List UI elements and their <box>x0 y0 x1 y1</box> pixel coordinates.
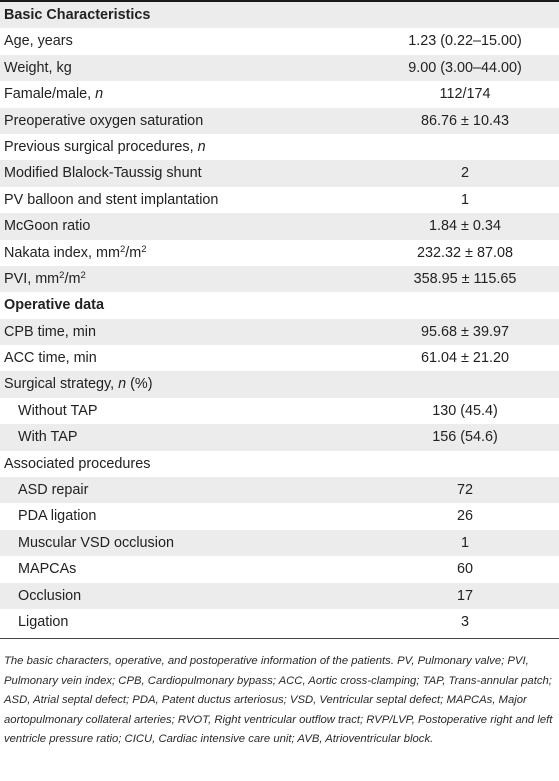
section-header-row <box>0 2 559 28</box>
row-label <box>18 583 81 609</box>
row-label <box>4 28 73 54</box>
row-label-text: Surgical strategy, <box>4 376 119 393</box>
row-label <box>4 371 153 397</box>
row-label-text: MAPCAs <box>18 561 77 578</box>
row-value: 3 <box>460 613 469 630</box>
row-label-text: Weight, kg <box>4 59 72 76</box>
table-row <box>0 424 559 450</box>
row-label-text: Associated procedures <box>4 455 151 472</box>
table-row <box>0 477 559 503</box>
row-value: 86.76 ± 10.43 <box>421 112 509 129</box>
row-label <box>18 609 68 635</box>
row-value: 112/174 <box>439 86 491 103</box>
row-value: 95.68 ± 39.97 <box>421 323 509 340</box>
row-value: 358.95 ± 115.65 <box>413 270 517 287</box>
row-label-text: Famale/male, <box>4 86 96 103</box>
row-label-text: PV balloon and stent implantation <box>4 191 219 208</box>
row-label-text: Muscular VSD occlusion <box>18 534 174 551</box>
row-value: 17 <box>456 587 473 604</box>
row-label <box>18 530 174 556</box>
table-row <box>0 266 559 292</box>
table-row <box>0 240 559 266</box>
row-label <box>18 424 77 450</box>
row-label <box>4 213 90 239</box>
row-label-text: CPB time, min <box>4 323 96 340</box>
row-label <box>4 266 86 292</box>
row-label <box>18 477 88 503</box>
row-label <box>4 134 206 160</box>
row-label-text: Without TAP <box>18 402 98 419</box>
unit-superscript: 2 <box>141 243 147 255</box>
row-label-text: Modified Blalock-Taussig shunt <box>4 165 202 182</box>
row-value: 61.04 ± 21.20 <box>421 350 509 367</box>
row-label-text: PVI, mm <box>4 270 60 287</box>
row-label-text: Occlusion <box>18 587 82 604</box>
row-label <box>4 319 96 345</box>
unit-superscript: 2 <box>59 269 65 281</box>
row-label-text: Preoperative oxygen saturation <box>4 112 204 129</box>
table-row <box>0 81 559 107</box>
row-label-text: Nakata index, mm <box>4 244 120 261</box>
table-row <box>0 160 559 186</box>
row-label-italic: n <box>197 138 206 155</box>
row-label-italic: n <box>95 86 104 103</box>
table-row <box>0 451 559 477</box>
table-row <box>0 556 559 582</box>
row-value: 1 <box>460 191 469 208</box>
table-row <box>0 345 559 371</box>
row-value: 9.00 (3.00–44.00) <box>408 59 522 76</box>
row-label-text: Operative data <box>4 297 104 314</box>
row-value: 130 (45.4) <box>432 402 498 419</box>
row-value: 1 <box>460 534 469 551</box>
row-label-text: ACC time, min <box>4 350 97 367</box>
row-label <box>4 160 202 186</box>
row-value: 60 <box>456 561 473 578</box>
row-label <box>4 108 203 134</box>
row-label <box>4 240 147 266</box>
row-label <box>4 345 97 371</box>
table-row <box>0 398 559 424</box>
unit-superscript: 2 <box>80 269 86 281</box>
row-value: 2 <box>460 165 469 182</box>
row-label-text: With TAP <box>18 429 78 446</box>
table-body <box>0 2 559 635</box>
row-label <box>4 187 218 213</box>
row-label-text: Basic Characteristics <box>4 7 151 23</box>
row-label-text: ASD repair <box>18 482 89 499</box>
table-row <box>0 134 559 160</box>
row-label-italic: n <box>118 376 127 393</box>
unit-divider: /m <box>64 270 81 287</box>
unit-superscript: 2 <box>119 243 126 255</box>
row-label <box>18 398 97 424</box>
row-label-text: PDA ligation <box>18 508 97 525</box>
table-bottom-rule <box>0 638 559 639</box>
row-label-suffix: (%) <box>126 376 153 393</box>
row-value: 1.23 (0.22–15.00) <box>408 33 522 50</box>
row-label-text: Age, years <box>4 33 73 50</box>
section-header-row <box>0 292 559 318</box>
table-row <box>0 583 559 609</box>
row-value: 72 <box>456 482 473 499</box>
row-label <box>4 55 72 81</box>
table-row <box>0 319 559 345</box>
table-row <box>0 530 559 556</box>
row-value: 156 (54.6) <box>432 429 498 446</box>
row-label <box>4 451 150 477</box>
table-row <box>0 108 559 134</box>
row-label <box>4 292 104 318</box>
table-row <box>0 28 559 54</box>
row-label-text: McGoon ratio <box>4 218 91 235</box>
table-row <box>0 55 559 81</box>
row-label-text: Ligation <box>18 613 69 630</box>
row-label <box>4 2 150 28</box>
row-value: 232.32 ± 87.08 <box>417 244 513 261</box>
table-row <box>0 187 559 213</box>
table-row <box>0 609 559 635</box>
table-row <box>0 503 559 529</box>
row-value: 1.84 ± 0.34 <box>429 218 501 235</box>
unit-divider: /m <box>125 244 142 261</box>
row-value: 26 <box>456 508 473 525</box>
row-label <box>18 556 76 582</box>
row-label <box>4 81 103 107</box>
table-row <box>0 371 559 397</box>
table-row <box>0 213 559 239</box>
row-label <box>18 503 96 529</box>
table-footnote: The basic characters, operative, and postoperative information of the patients. PV, Pulmonary valve; PVI, Pulmonary vein index; CPB, Cardiopulmonary bypass; ACC, Aortic cross-clamping; TAP, Trans-annular patch; ASD, Atrial septal defect; PDA, Patent ductus arteriosus; VSD, Ventricular septal defect; MAPCAs, Major aortopulmonary collateral arteries; RVOT, Right ventricular outflow tract; RVP/LVP, Postoperative right and left ventricle pressure ratio; CICU, Cardiac intensive care unit; AVB, Atrioventricular block. <box>4 655 553 746</box>
row-label-text: Previous surgical procedures, <box>4 138 198 155</box>
